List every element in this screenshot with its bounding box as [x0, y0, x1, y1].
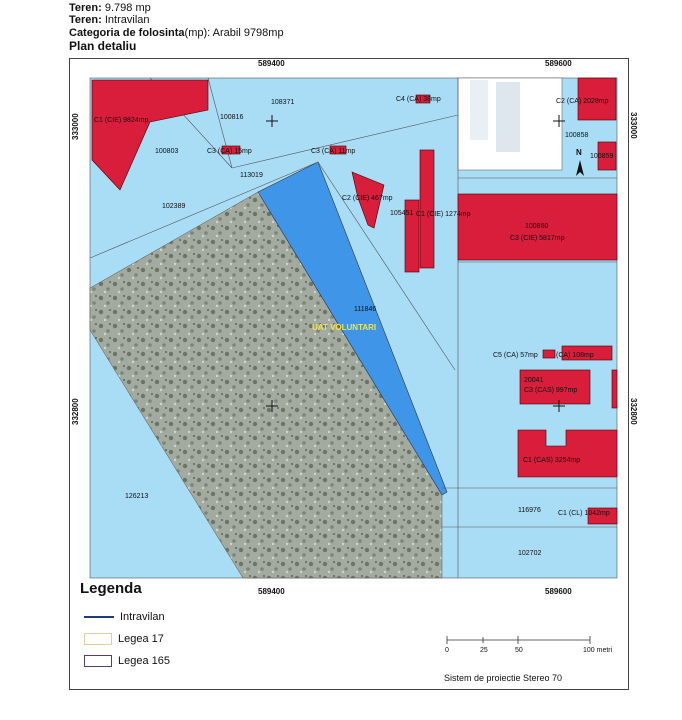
- parcel-label: 20041: [524, 377, 544, 384]
- parcel-label: 100859: [590, 153, 614, 160]
- teren-label: Teren:: [69, 2, 102, 14]
- scale-tick: 0: [445, 647, 449, 654]
- legend-box-icon: [84, 633, 112, 645]
- building-label: C1 (CIE) 9824mp: [94, 117, 149, 124]
- scale-bar: [447, 636, 590, 644]
- parcel-label: 126213: [125, 493, 149, 500]
- scale-tick: 100 metri: [583, 647, 613, 654]
- parcel-label: 100816: [220, 114, 244, 121]
- right-coord-1: 332800: [629, 398, 638, 425]
- legend-box-icon: [84, 655, 112, 667]
- top-coord-0: 589400: [258, 59, 285, 68]
- legend-item-intravilan: Intravilan: [84, 611, 165, 623]
- legend-item-legea17: Legea 17: [84, 633, 164, 645]
- building-label: C3 (CA) 11mp: [311, 148, 356, 155]
- parcel-label: 116976: [518, 507, 541, 514]
- building-label: C1 (CL) 1042mp: [558, 510, 610, 517]
- legend-line-icon: [84, 616, 114, 618]
- svg-text:N: N: [576, 148, 582, 157]
- bottom-coord-0: 589400: [258, 587, 285, 596]
- right-coord-0: 333000: [629, 112, 638, 139]
- building-c1-3254: [518, 430, 617, 477]
- legend-title: Legenda: [80, 580, 142, 597]
- parcel-label: 113019: [240, 172, 263, 179]
- building-c1-1274: [420, 150, 434, 268]
- parcel-label: 111846: [354, 306, 377, 313]
- parcel-label: 105451: [390, 210, 414, 217]
- building-label: C1 (CAS) 3254mp: [523, 457, 581, 464]
- building-label: C5 (CA) 57mp: [493, 352, 538, 359]
- plan-title: Plan detaliu: [69, 39, 137, 53]
- building-label: C4 (CA) 38mp: [396, 96, 441, 103]
- scale-tick: 25: [480, 647, 488, 654]
- parcel-label: 100803: [155, 148, 179, 155]
- teren2-value: Intravilan: [104, 14, 150, 26]
- building-label: C2 (CIE) 467mp: [342, 195, 393, 202]
- building-label: (CA) 108mp: [556, 352, 594, 359]
- building-right-small: [612, 370, 617, 408]
- left-coord-1: 332800: [71, 398, 80, 425]
- bottom-coord-1: 589600: [545, 587, 572, 596]
- parcel-label: 102389: [162, 203, 186, 210]
- building-label: C3 (CIE) 5817mp: [510, 235, 565, 242]
- parcel-label: 102702: [518, 550, 542, 557]
- projection-caption: Sistem de proiectie Stereo 70: [444, 673, 563, 683]
- teren-value: 9.798 mp: [104, 2, 151, 14]
- categoria-value: (mp): Arabil 9798mp: [184, 27, 284, 39]
- building-label: C1 (CIE) 1274mp: [416, 211, 471, 218]
- building-label: C2 (CA) 2028mp: [556, 98, 609, 105]
- building-label: C3 (CA) 15mp: [207, 148, 252, 155]
- categoria-label: Categoria de folosinta: [69, 27, 185, 39]
- parcel-label: 100858: [565, 132, 589, 139]
- legend-item-legea165: Legea 165: [84, 655, 170, 667]
- scale-tick: 50: [515, 647, 523, 654]
- uat-label: UAT VOLUNTARI: [312, 323, 377, 332]
- top-coord-1: 589600: [545, 59, 572, 68]
- parcel-label: 100860: [525, 223, 549, 230]
- parcel-label: 108371: [271, 99, 295, 106]
- building-c5-57: [543, 350, 555, 358]
- left-coord-0: 333000: [71, 113, 80, 140]
- teren2-label: Teren:: [69, 14, 102, 26]
- building-label: C3 (CAS) 997mp: [524, 387, 578, 394]
